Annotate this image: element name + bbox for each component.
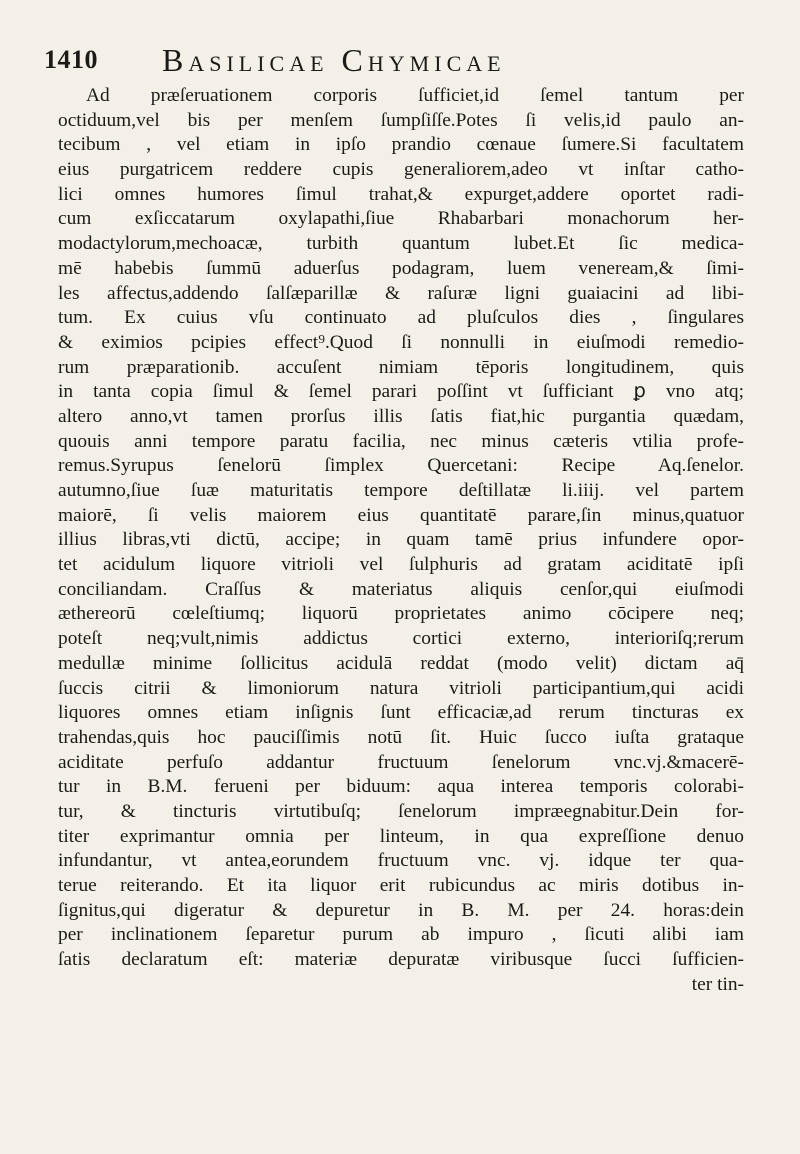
- text-line: æthereorū cœleſtiumq; liquorū proprietates animo cōcipere neq;: [58, 603, 744, 625]
- text-line: remus.Syrupus ſenelorū ſimplex Quercetani: Recipe Aq.ſenelor.: [58, 455, 744, 477]
- text-line: tur in B.M. ferueni per biduum: aqua interea temporis colorabi-: [58, 776, 744, 798]
- text-line: terue reiterando. Et ita liquor erit rubicundus ac miris dotibus in-: [58, 875, 744, 896]
- text-line: medullæ minime ſollicitus acidulā reddat (modo velit) dictam aq̄: [58, 652, 744, 674]
- text-line: les affectus,addendo ſalſæparillæ & raſuræ ligni guaiacini ad libi-: [58, 282, 744, 304]
- text-line: aciditate perfuſo addantur fructuum ſenelorum vnc.vj.&macerē-: [58, 751, 744, 773]
- text-line: modactylorum,mechoacæ, turbith quantum lubet.Et ſic medica-: [58, 233, 744, 255]
- text-line: in tanta copia ſimul & ſemel parari poſſint vt ſufficiant ꝑ vno atq;: [58, 381, 744, 403]
- text-line: quouis anni tempore paratu facilia, nec minus cæteris vtilia profe-: [58, 430, 744, 452]
- running-title: Basilicae Chymicae: [162, 42, 506, 78]
- text-line: liquores omnes etiam inſignis ſunt efficaciæ,ad rerum tincturas ex: [58, 702, 744, 724]
- text-line: conciliandam. Craſſus & materiatus aliquis cenſor,qui eiuſmodi: [58, 578, 744, 600]
- text-line: tum. Ex cuius vſu continuato ad pluſculos dies , ſingulares: [58, 307, 744, 329]
- text-line: titer exprimantur omnia per linteum, in qua expreſſione denuo: [58, 825, 744, 847]
- text-line: altero anno,vt tamen prorſus illis ſatis fiat,hic purgantia quædam,: [58, 405, 744, 427]
- text-line: eius purgatricem reddere cupis generaliorem,adeo vt inſtar catho-: [58, 159, 744, 181]
- text-line: tecibum , vel etiam in ipſo prandio cœnaue ſumere.Si facultatem: [58, 134, 744, 156]
- text-line: Ad præſeruationem corporis ſufficiet,id ſemel tantum per: [86, 85, 744, 106]
- text-line: trahendas,quis hoc pauciſſimis notū ſit. Huic ſucco iuſta grataque: [58, 726, 744, 748]
- page-number: 1410: [44, 45, 98, 74]
- text-line: tur, & tincturis virtutibuſq; ſenelorum impræegnabitur.Dein for-: [58, 800, 744, 822]
- text-line: octiduum,vel bis per menſem ſumpſiſſe.Potes ſi velis,id paulo an-: [58, 109, 744, 131]
- text-line: rum præparationib. accuſent nimiam tēporis longitudinem, quis: [58, 356, 744, 378]
- text-line: tet acidulum liquore vitrioli vel ſulphuris ad gratam aciditatē ipſi: [58, 554, 744, 576]
- text-line: lici omnes humores ſimul trahat,& expurget,addere oportet radi-: [58, 183, 744, 205]
- text-line: ſignitus,qui digeratur & depuretur in B. M. per 24. horas:dein: [58, 899, 744, 921]
- text-line: poteſt neq;vult,nimis addictus cortici externo, interioriſq;rerum: [58, 628, 744, 650]
- text-line: per inclinationem ſeparetur purum ab impuro , ſicuti alibi iam: [58, 924, 744, 946]
- text-line: maiorē, ſi velis maiorem eius quantitatē parare,ſin minus,quatuor: [58, 504, 744, 526]
- text-line: infundantur, vt antea,eorundem fructuum vnc. vj. idque ter qua-: [58, 850, 744, 872]
- text-line: ſuccis citrii & limoniorum natura vitrioli participantium,qui acidi: [58, 677, 744, 699]
- text-line: illius libras,vti dictū, accipe; in quam tamē prius infundere opor-: [58, 529, 744, 551]
- text-line: & eximios pcipies effect⁹.Quod ſi nonnulli in eiuſmodi remedio-: [58, 331, 744, 353]
- body-text: [58, 84, 744, 997]
- text-line: ter tin-: [691, 973, 744, 995]
- text-line: ſatis declaratum eſt: materiæ depuratæ viribusque ſucci ſufficien-: [58, 949, 744, 971]
- text-line: mē habebis ſummū aduerſus podagram, luem veneream,& ſimi-: [58, 257, 744, 279]
- text-line: autumno,ſiue ſuæ maturitatis tempore deſtillatæ li.iiij. vel partem: [58, 480, 744, 501]
- text-line: cum exſiccatarum oxylapathi,ſiue Rhabarbari monachorum her-: [58, 208, 744, 230]
- page-header: [44, 40, 744, 80]
